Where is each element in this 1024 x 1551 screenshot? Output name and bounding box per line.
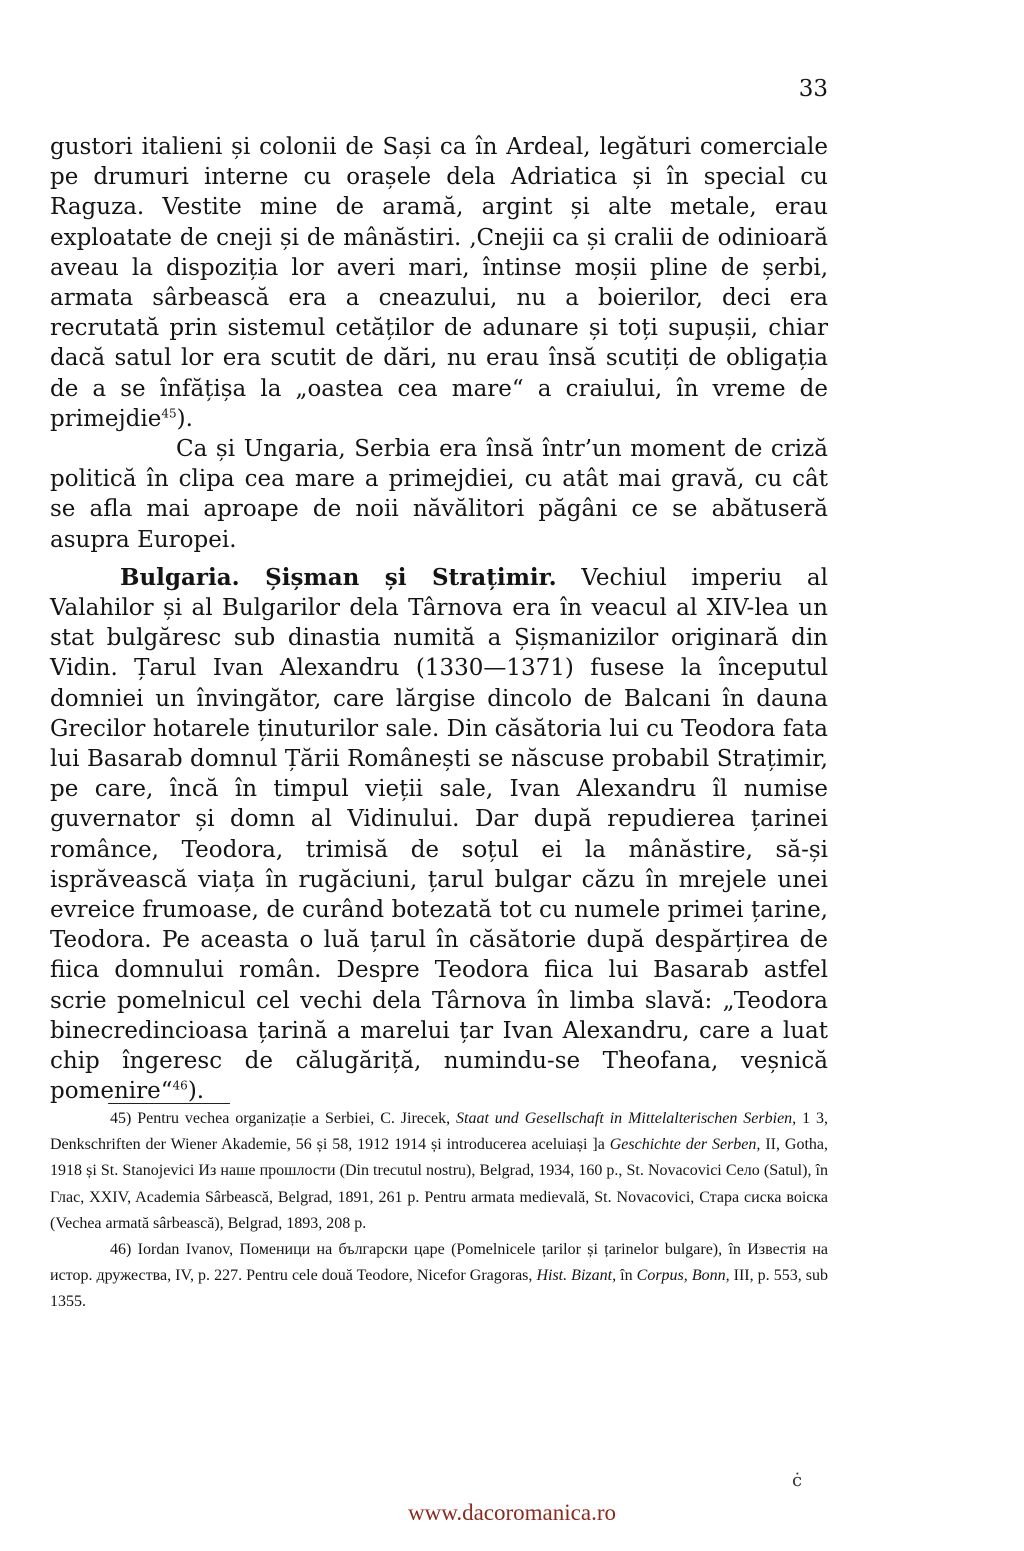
- paragraph-serbia-nobility: [50, 132, 828, 434]
- footnote-title: Staat und Gesellschaft in Mittelalterischen Serbien,: [456, 1110, 797, 1127]
- footnote-title: Corpus, Bonn,: [636, 1267, 730, 1285]
- footnote-title: Hist. Bizant,: [536, 1267, 617, 1285]
- paragraph-text: gustori italieni și colonii de Sași ca în Ardeal, legături comerciale pe drumuri interne cu orașele dela Adriatica și în special cu Raguza. Vestite mine de aramă, argint și alte metale, erau exploatate de cneji și de mânăstiri. ‚Cnejii ca și cralii de odinioară aveau la dispoziția lor averi mari, întinse moșii pline de șerbi, armata sârbească era a cneazului, nu a boierilor, deci era recrutată prin sistemul cetăților de adunare și toți supușii, chiar dacă satul lor era scutit de dări, nu erau însă scutiți de obligația de a se înfățișa la „oastea cea mare“ a craiului, în vreme de primejdie: [50, 134, 828, 432]
- printer-mark: ċ: [792, 1470, 803, 1491]
- paragraph-end: ).: [176, 405, 193, 432]
- main-text: [50, 132, 828, 1107]
- footnote-divider: [108, 1103, 230, 1104]
- footnote-text: III, p. 553, sub 1355.: [50, 1267, 829, 1311]
- page-number: 33: [798, 76, 828, 102]
- paragraph-end: ).: [187, 1078, 205, 1105]
- footnotes: [50, 1106, 828, 1316]
- footnote-ref-46[interactable]: 46: [172, 1078, 188, 1093]
- footnote-text: în: [616, 1267, 637, 1285]
- paragraph-serbia-crisis: Ca și Ungaria, Serbia era însă într’un moment de criză politică în clipa cea mare a primejdiei, cu atât mai gravă, cu cât se afla mai aproape de noii năvălitori păgâni ce se abătuseră asupra Europei.: [50, 436, 828, 553]
- footnote-text: 46) Iordan Ivanov, Поменици на български царе (Pomelnicele țarilor și țarinelor bulgare), în Известiя на истор. дружества, IV, p. 227. Pentru cele două Teodore, Nicefor Gragoras,: [50, 1241, 828, 1285]
- section-heading: Bulgaria. Șișman și Strațimir.: [120, 563, 557, 591]
- paragraph-text: Vechiul imperiu al Valahilor și al Bulgarilor dela Târnova era în veacul al XIV-lea un stat bulgăresc sub dinastia numită a Șișmanizilor originară din Vidin. Țarul Ivan Alexandru (1330—1371) fusese la începutul domniei un învingător, care lărgise dincolo de Balcani în dauna Grecilor hotarele ținuturilor sale. Din căsătoria lui cu Teodora fata lui Basarab domnul Țării Românești se născuse probabil Strațimir, pe care, încă în timpul vieții sale, Ivan Alexandru îl numise guvernator și domn al Vidinului. Dar după repudierea țarinei românce, Teodora, trimisă de soțul ei la mânăstire, să-și isprăvească viața în rugăciuni, țarul bulgar căzu în mrejele unei evreice frumoase, de curând botezată tot cu numele primei țarine, Teodora. Pe aceasta o luă țarul în căsătorie după despărțirea de fiica domnului român. Despre Teodora fiica lui Basarab astfel scrie pomelnicul cel vechi dela Târnova în limba slavă: „Teodora binecredincioasa țarină a marelui țar Ivan Alexandru, care a luat chip îngeresc de călugăriță, numindu-se Theofana, veșnică pomenire“: [50, 564, 828, 1105]
- footnote-text: II, Gotha, 1918 și St. Stanojevici Из наше прошлости (Din trecutul nostru), Belgrad, 1934, 160 p., St. Novacovici Село (Satul), în Глас, XXIV, Academia Sârbească, Belgrad, 1891, 261 p. Pentru armata medievală, St. Novacovici, Стара сиcка воiска (Vechea armată sârbească), Belgrad, 1893, 208 p.: [50, 1136, 829, 1232]
- footnote-45: [50, 1106, 828, 1237]
- footnote-title: Geschichte der Serben,: [609, 1136, 761, 1154]
- footnote-46: [50, 1237, 828, 1316]
- source-watermark[interactable]: www.dacoromanica.ro: [408, 1500, 616, 1525]
- footnote-text: 45) Pentru vechea organizație a Serbiei, C. Jirecek,: [110, 1110, 456, 1127]
- paragraph-bulgaria: [50, 563, 828, 1107]
- footnote-text: 1 3, Denkschriften der Wiener Akademie, 56 și 58, 1912 1914 și introducerea aceluiași ]a: [50, 1110, 829, 1154]
- footnote-ref-45[interactable]: 45: [161, 406, 177, 421]
